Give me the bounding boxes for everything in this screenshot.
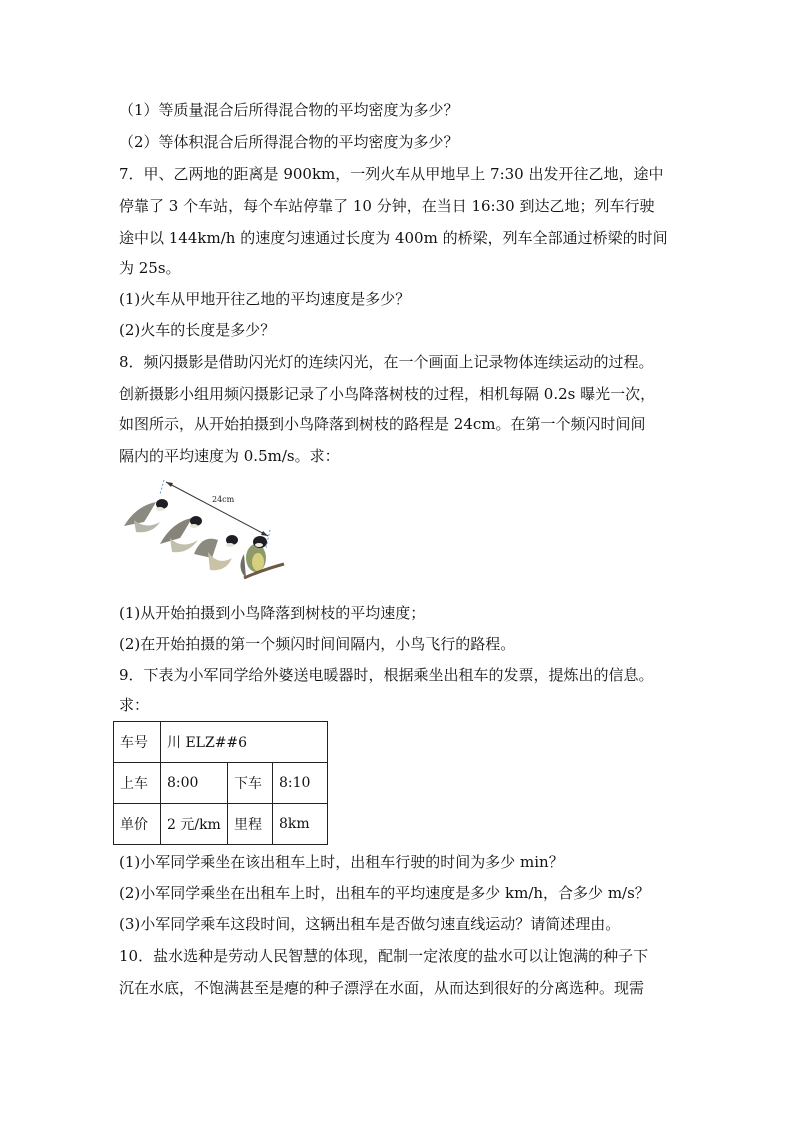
table-cell-value: 川 ELZ##6 (161, 722, 328, 763)
text-line: (2)在开始拍摄的第一个频闪时间间隔内，小鸟飞行的路程。 (119, 635, 516, 653)
text-line: 9．下表为小军同学给外婆送电暖器时，根据乘坐出租车的发票，提炼出的信息。 (119, 666, 654, 684)
text-line: 为 25s。 (119, 259, 181, 277)
text-line: （2）等体积混合后所得混合物的平均密度为多少？ (119, 133, 459, 151)
table-row (114, 804, 328, 845)
text-line: （1）等质量混合后所得混合物的平均密度为多少？ (119, 101, 459, 119)
text-line: 创新摄影小组用频闪摄影记录了小鸟降落树枝的过程，相机每隔 0.2s 曝光一次， (119, 385, 656, 403)
text-line: 停靠了 3 个车站，每个车站停靠了 10 分钟，在当日 16:30 到达乙地；列车行驶 (119, 197, 655, 215)
table-cell-value: 8:00 (161, 763, 228, 804)
text-line: 求： (119, 696, 150, 714)
start-marker (160, 480, 164, 494)
text-line: 沉在水底，不饱满甚至是瘪的种子漂浮在水面，从而达到很好的分离选种。现需 (119, 979, 645, 997)
distance-label: 24cm (212, 495, 235, 504)
text-line: 隔内的平均速度为 0.5m/s。求： (119, 447, 340, 465)
bird-2 (160, 516, 202, 552)
bird-strobe-photo (116, 478, 286, 590)
bird-3 (194, 535, 238, 570)
text-line: 7．甲、乙两地的距离是 900km，一列火车从甲地早上 7:30 出发开往乙地，途中 (119, 165, 664, 183)
arrowhead-right (261, 531, 268, 536)
table-row (114, 763, 328, 804)
text-line: 10．盐水选种是劳动人民智慧的体现，配制一定浓度的盐水可以让饱满的种子下 (119, 947, 649, 965)
bird-1 (124, 499, 168, 532)
text-line: (2)火车的长度是多少？ (119, 321, 276, 339)
table-cell-label: 单价 (114, 804, 161, 845)
text-line: (1)从开始拍摄到小鸟降落到树枝的平均速度； (119, 604, 426, 622)
table-cell-label: 里程 (228, 804, 273, 845)
text-line: 途中以 144km/h 的速度匀速通过长度为 400m 的桥梁，列车全部通过桥梁的时间 (119, 229, 668, 247)
table-cell-value: 2 元/km (161, 804, 228, 845)
end-marker (266, 530, 270, 548)
text-line: (1)小军同学乘坐在该出租车上时，出租车行驶的时间为多少 min？ (119, 853, 564, 871)
table-row (114, 722, 328, 763)
table-cell-value: 8km (273, 804, 328, 845)
table-cell-label: 下车 (228, 763, 273, 804)
taxi-fare-table (113, 721, 328, 845)
table-cell-label: 车号 (114, 722, 161, 763)
table-cell-value: 8:10 (273, 763, 328, 804)
arrowhead-left (166, 482, 173, 487)
table-cell-label: 上车 (114, 763, 161, 804)
text-line: 8．频闪摄影是借助闪光灯的连续闪光，在一个画面上记录物体连续运动的过程。 (119, 353, 654, 371)
text-line: (3)小军同学乘车这段时间，这辆出租车是否做匀速直线运动？请简述理由。 (119, 915, 621, 933)
text-line: (2)小军同学乘坐在出租车上时，出租车的平均速度是多少 km/h，合多少 m/s？ (119, 884, 650, 902)
text-line: (1)火车从甲地开往乙地的平均速度是多少？ (119, 290, 411, 308)
text-line: 如图所示，从开始拍摄到小鸟降落到树枝的路程是 24cm。在第一个频闪时间间 (119, 415, 646, 433)
